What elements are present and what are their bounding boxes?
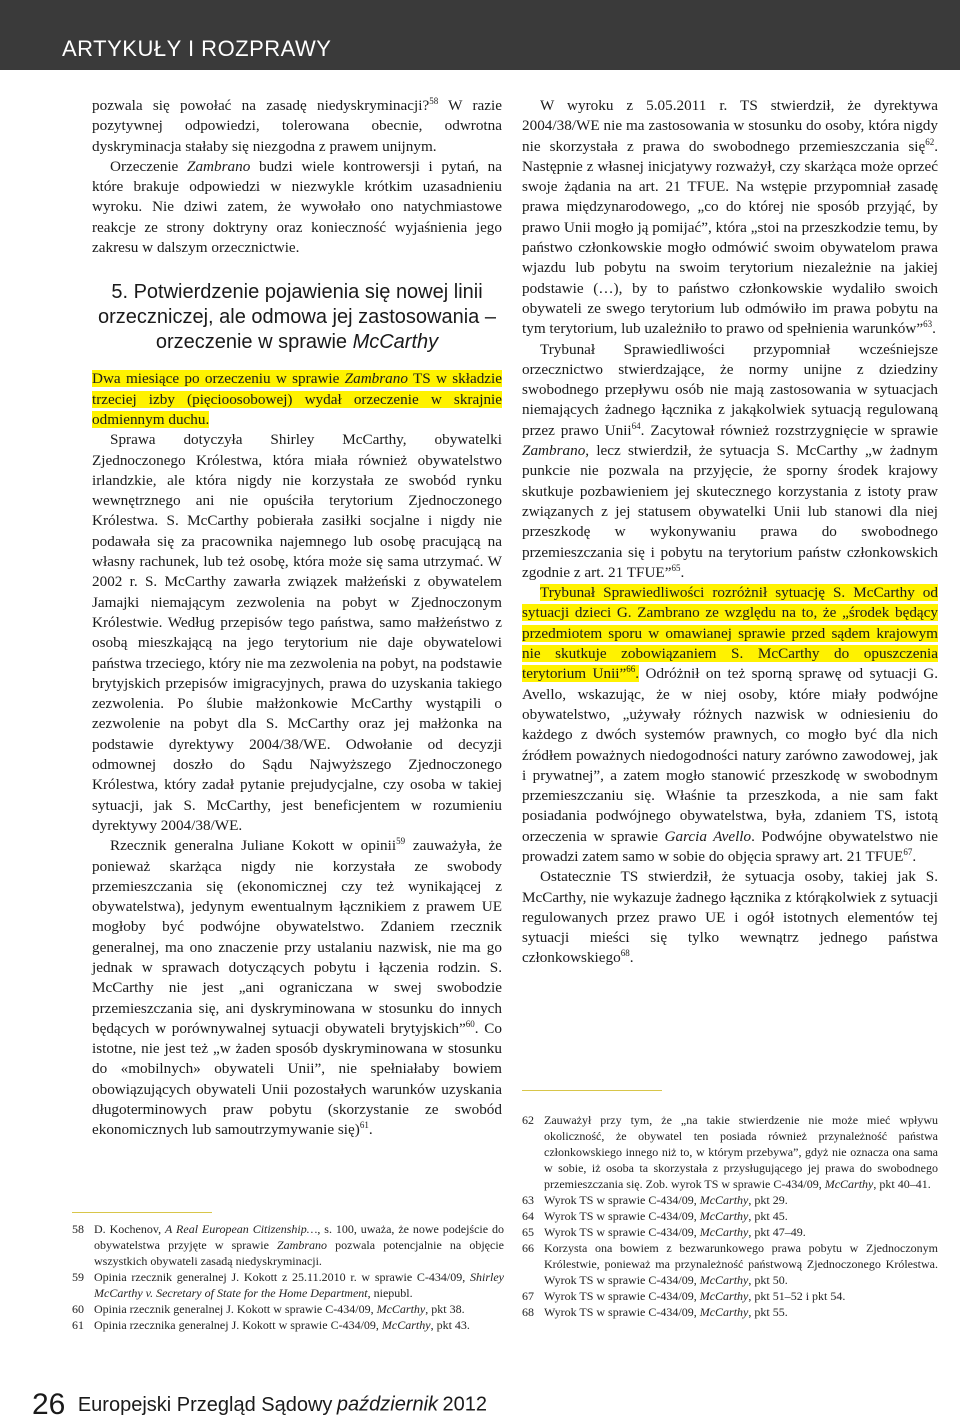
footnote-ref: 58: [429, 95, 439, 106]
footnote-number: 58: [72, 1222, 84, 1236]
footnote-number: 59: [72, 1270, 84, 1284]
footnote-ref: 67: [903, 846, 913, 857]
issue-month: październik: [336, 1393, 439, 1416]
footnote-number: 65: [522, 1225, 534, 1239]
footnote: [522, 1208, 938, 1224]
footnote-text: Opinia rzecznik generalnej J. Kokott z 25.11.2010 r. w sprawie C-434/09, Shirley McCarthy v. Secretary of State for the Home Department, niepubl.: [94, 1270, 504, 1300]
footnote-list: [522, 1112, 938, 1320]
footnote-text: D. Kochenov, A Real European Citizenship…, s. 100, uważa, że nowe podejście do obywatelstwa przyjęte w sprawie Zambrano pozwala potencjalnie na objęcie wszystkich obywateli zasadą niedyskryminacji.: [94, 1222, 504, 1268]
footnote-ref: 66: [626, 664, 636, 675]
footnote: [72, 1269, 504, 1301]
journal-name: Europejski Przegląd Sądowy: [77, 1393, 333, 1416]
paragraph: Trybunał Sprawiedliwości przypomniał wcześniejsze orzecznictwo stwierdzające, że normy unijne z dziedziny swobodnego przepływu osób nie mają zastosowania w sytuacjach niemających żadnego łącznika z jakąkolwiek sytuacją regulowaną przez prawo Unii$^{64}$. Zacytował również rozstrzygnięcie w sprawie Zambrano, lecz stwierdził, że sytuacja S. McCarthy „w żadnym punkcie nie pozwala na przyjęcie, że sporny środek krajowy skutkuje pozbawieniem jej skutecznego korzystania z istoty praw związanych z jej statusem obywatelki Unii lub stanowi dla niej przeszkodę w wykonywaniu prawa do swobodnego przemieszczania się i pobytu na terytorium państw członkowskich zgodnie z art. 21 TFUE”$^{65}$.: [522, 340, 938, 581]
footnote-number: 68: [522, 1305, 534, 1319]
footnote-text: Wyrok TS w sprawie C-434/09, McCarthy, pkt 47–49.: [544, 1225, 806, 1239]
footnote: [522, 1304, 938, 1320]
footnotes-left: [72, 1212, 504, 1333]
footnote-number: 64: [522, 1209, 534, 1223]
footnote-number: 66: [522, 1241, 534, 1255]
footnote-text: Zauważył przy tym, że „na takie stwierdzenie nie może mieć wpływu okoliczność, że obywatel ten posiada również przynależność państwa członkowskiego innego niż to, w którym przebywa”, gdyż nie oznacza ona sama w sobie, iż osoba ta skorzystała z przysługującego jej prawa do swobodnego przemieszczania się. Zob. wyrok TS w sprawie C-434/09, McCarthy, pkt 40–41.: [544, 1113, 938, 1191]
footnote-text: Opinia rzecznik generalnej J. Kokott w sprawie C-434/09, McCarthy, pkt 38.: [94, 1302, 465, 1316]
footnote-ref: 64: [631, 420, 641, 431]
footnote-text: Opinia rzecznika generalnej J. Kokott w sprawie C-434/09, McCarthy, pkt 43.: [94, 1318, 470, 1332]
paragraph: W wyroku z 5.05.2011 r. TS stwierdził, że dyrektywa 2004/38/WE nie ma zastosowania w stosunku do osoby, która nigdy nie skorzystała z prawa do swobodnego przemieszczania się$^{62}$. Następnie z własnej inicjatywy rozważył, czy skarżąca może oprzeć swoje żądania na art. 21 TFUE. Na wstępie przypomniał zasadę prawa międzynarodowego, „co do której nie sposób przyjąć, by prawo Unii mogło ją pomijać”, która „stoi na przeszkodzie temu, by państwo członkowskie mogło odmówić swoim obywatelom prawa wjazdu lub pobytu na swoim terytorium niezależnie na jakiej podstawie (…), by to państwo członkowskie wydaliło swoich obywateli ze swego terytorium lub odmówiło im prawa pobytu na tym terytorium, lub uzależniło to prawo od spełnienia warunków”$^{63}$.: [522, 97, 938, 338]
page-number: 26: [32, 1388, 66, 1421]
footnotes-right: [522, 1112, 938, 1320]
paragraph: Rzecznik generalna Juliane Kokott w opinii$^{59}$ zauważyła, że ponieważ skarżąca nigdy nie korzystała ze swobody przemieszczania się (ekonomicznej czy też wynikającej z obywatelstwa), jedynym ewentualnym łącznikiem z prawem UE mogłoby być podwójne obywatelstwo. Zdaniem rzecznik generalnej, ma ono znaczenie przy ustalaniu nazwisk, nie ma go jednak w sprawach dotyczących pobytu i łączenia rodzin. S. McCarthy nie jest „ani ograniczana w swej swobodzie przemieszczania się, ani dyskryminowana w stosunku do innych będących w porównywalnej sytuacji obywateli brytyjskich”$^{60}$. Co istotne, nie jest też „w żaden sposób dyskryminowana w stosunku do «mobilnych» obywateli Unii”, nie spełniałaby bowiem obowiązujących obywateli Unii pozostałych warunków uzyskania długoterminowych praw pobytu (skorzystanie ze swobód ekonomicznych lub samoutrzymywanie się)$^{61}$.: [92, 836, 503, 1139]
left-column: [92, 96, 502, 1141]
section-header-bar: [0, 0, 960, 70]
footnote: [522, 1112, 938, 1192]
footnote-divider: [72, 1212, 212, 1213]
footnote: [522, 1240, 938, 1288]
footnote: [72, 1317, 504, 1333]
footnote-ref: 68: [620, 948, 630, 959]
footnote-text: Wyrok TS w sprawie C-434/09, McCarthy, pkt 55.: [544, 1305, 788, 1319]
right-column: [522, 96, 938, 969]
footnote: [522, 1288, 938, 1304]
footnote-text: Wyrok TS w sprawie C-434/09, McCarthy, pkt 51–52 i pkt 54.: [544, 1289, 846, 1303]
footnote-ref: 62: [925, 136, 935, 147]
footnote-number: 60: [72, 1302, 84, 1316]
section-label: ARTYKUŁY I ROZPRAWY: [62, 36, 332, 61]
paragraph: Orzeczenie Zambrano budzi wiele kontrowersji i pytań, na które brakuje odpowiedzi w niezwykle krótkim uzasadnieniu wyroku. Nie dziwi zatem, że wywołało ono natychmiastowe reakcje ze strony doktryny oraz konieczność wyjaśnienia jego zakresu w dalszym orzecznictwie.: [92, 157, 502, 257]
footnote-text: Wyrok TS w sprawie C-434/09, McCarthy, pkt 29.: [544, 1193, 788, 1207]
footnote-number: 67: [522, 1289, 534, 1303]
footnote-text: Korzysta ona bowiem z bezwarunkowego prawa pobytu w Zjednoczonym Królestwie, ponieważ ma przynależność państwową Zjednoczonego Królestwa. Wyrok TS w sprawie C-434/09, McCarthy, pkt 50.: [544, 1241, 938, 1287]
footnote-divider: [522, 1090, 662, 1091]
footnote: [72, 1301, 504, 1317]
paragraph: Ostatecznie TS stwierdził, że sytuacja osoby, takiej jak S. McCarthy, nie wykazuje żadnego łącznika z którąkolwiek z sytuacji regulowanych przez prawo UE i ogół istotnych elementów tej sytuacji mieści się tylko wewnątrz jednego państwa członkowskiego$^{68}$.: [522, 868, 938, 967]
footnote-ref: 61: [359, 1120, 369, 1131]
paragraph: pozwala się powołać na zasadę niedyskryminacji?$^{58}$ W razie pozytywnej odpowiedzi, tolerowana obecnie, odwrotna dyskryminacja stałaby się niezgodna z prawem unijnym.: [92, 95, 502, 155]
footnote-ref: 59: [396, 836, 406, 847]
footnote-ref: 63: [923, 319, 933, 330]
footnote: [522, 1192, 938, 1208]
footnote-ref: 65: [671, 562, 681, 573]
issue-year: 2012: [442, 1393, 487, 1416]
footnote: [72, 1221, 504, 1269]
page-footer: [32, 1388, 487, 1422]
footnote: [522, 1224, 938, 1240]
paragraph: Trybunał Sprawiedliwości rozróżnił sytuację S. McCarthy od sytuacji dzieci G. Zambrano ze względu na to, że „środek będący przedmiotem sporu w omawianej sprawie przed sądem krajowym nie skutkuje zobowiązaniem S. McCarthy do opuszczenia terytorium Unii”$^{66}$. Odróżnił on też sporną sprawę od sytuacji G. Avello, wskazując, że w niej osoby, które miały podwójne obywatelstwo, „używały różnych nazwisk w odniesieniu do każdego z dwóch systemów prawnych, co mogło być dla nich źródłem poważnych niedogodności natury zarówno zawodowej, jak i prywatnej”, a zatem mogło stanowić przeszkodę w swobodnym przemieszczaniu się. Właśnie ta przeszkoda, a nie sam fakt posiadania podwójnego obywatelstwa, była, zdaniem TS, istotą orzeczenia w sprawie Garcia Avello. Podwójne obywatelstwo nie prowadzi zatem samo w sobie do objęcia sprawy art. 21 TFUE$^{67}$.: [522, 584, 938, 865]
footnote-ref: 60: [465, 1018, 475, 1029]
paragraph: Sprawa dotyczyła Shirley McCarthy, obywatelki Zjednoczonego Królestwa, która miała również obywatelstwo irlandzkie, ale która nigdy nie korzystała ze swobód rynku wewnętrznego ani nie opuściła terytorium Zjednoczonego Królestwa. S. McCarthy pobierała zasiłki socjalne i nigdy nie podawała się za pracownika najemnego lub osobę pracującą na własny rachunek, lub też osobę, która może się sama utrzymać. W 2002 r. S. McCarthy zawarła związek małżeński z obywatelem Jamajki niemającym zezwolenia na pobyt w Zjednoczonym Królestwie. Według przepisów tego państwa, samo małżeństwo z osobą mieszkającą na jego terytorium nie daje obywatelowi państwa trzeciego, który nie ma zezwolenia na pobyt, na podstawie brytyjskich przepisów imigracyjnych, prawa do uzyskania takiego zezwolenia. Po ślubie małżonkowie McCarthy wystąpili o zezwolenie na pobyt dla S. McCarthy oraz jej małżonka na podstawie dyrektywy 2004/38/WE. Odwołanie od decyzji odmownej doszło do Sądu Najwyższego Zjednoczonego Królestwa, który zadał pytanie prejudycjalne, czy osoba w takiej sytuacji, jak S. McCarthy, jest beneficjentem w rozumieniu dyrektywy 2004/38/WE.: [92, 431, 502, 834]
footnote-list: [72, 1221, 504, 1333]
footnote-number: 61: [72, 1318, 84, 1332]
section-heading: 5. Potwierdzenie pojawienia się nowej linii orzeczniczej, ale odmowa jej zastosowania – orzeczenie w sprawie McCarthy: [98, 281, 496, 354]
footnote-number: 63: [522, 1193, 534, 1207]
footnote-text: Wyrok TS w sprawie C-434/09, McCarthy, pkt 45.: [544, 1209, 788, 1223]
highlighted-lead: Dwa miesiące po orzeczeniu w sprawie Zambrano TS w składzie trzeciej izby (pięcioosobowej) wydał orzeczenie w skrajnie odmiennym duchu.: [92, 370, 502, 428]
footnote-number: 62: [522, 1113, 534, 1127]
